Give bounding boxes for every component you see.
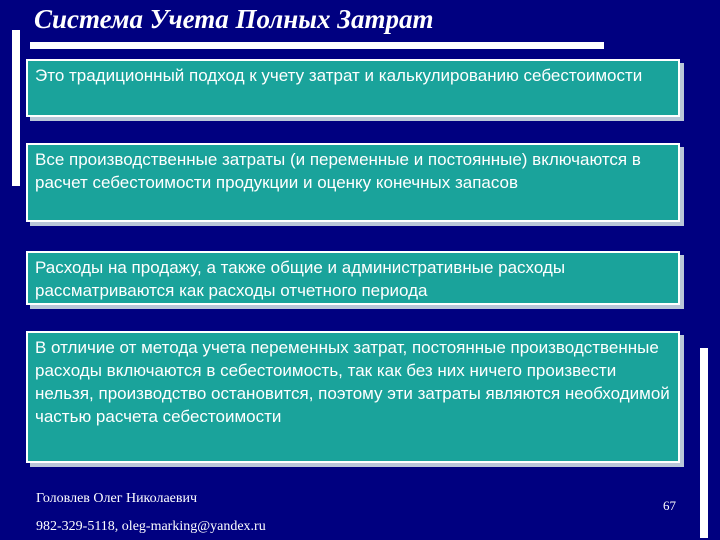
author-contacts: 982-329-5118, oleg-marking@yandex.ru — [36, 519, 266, 534]
author-name: Головлев Олег Николаевич — [36, 491, 198, 506]
text-box-4: В отличие от метода учета переменных затрат, постоянные производственные расходы включаются в себестоимость, так как без них ничего произвести нельзя, производство остановится, поэтому эти затраты являются необходимой частью расчета себестоимости — [26, 331, 680, 463]
right-vertical-bar — [700, 348, 708, 538]
left-vertical-bar — [12, 30, 20, 186]
slide-title: Система Учета Полных Затрат — [34, 4, 434, 34]
text-box-3: Расходы на продажу, а также общие и административные расходы рассматриваются как расходы отчетного периода — [26, 251, 680, 305]
title-underline-bar — [30, 42, 604, 49]
page-number: 67 — [663, 498, 676, 513]
text-box-2: Все производственные затраты (и переменные и постоянные) включаются в расчет себестоимости продукции и оценку конечных запасов — [26, 143, 680, 222]
text-box-1: Это традиционный подход к учету затрат и калькулированию себестоимости — [26, 59, 680, 117]
